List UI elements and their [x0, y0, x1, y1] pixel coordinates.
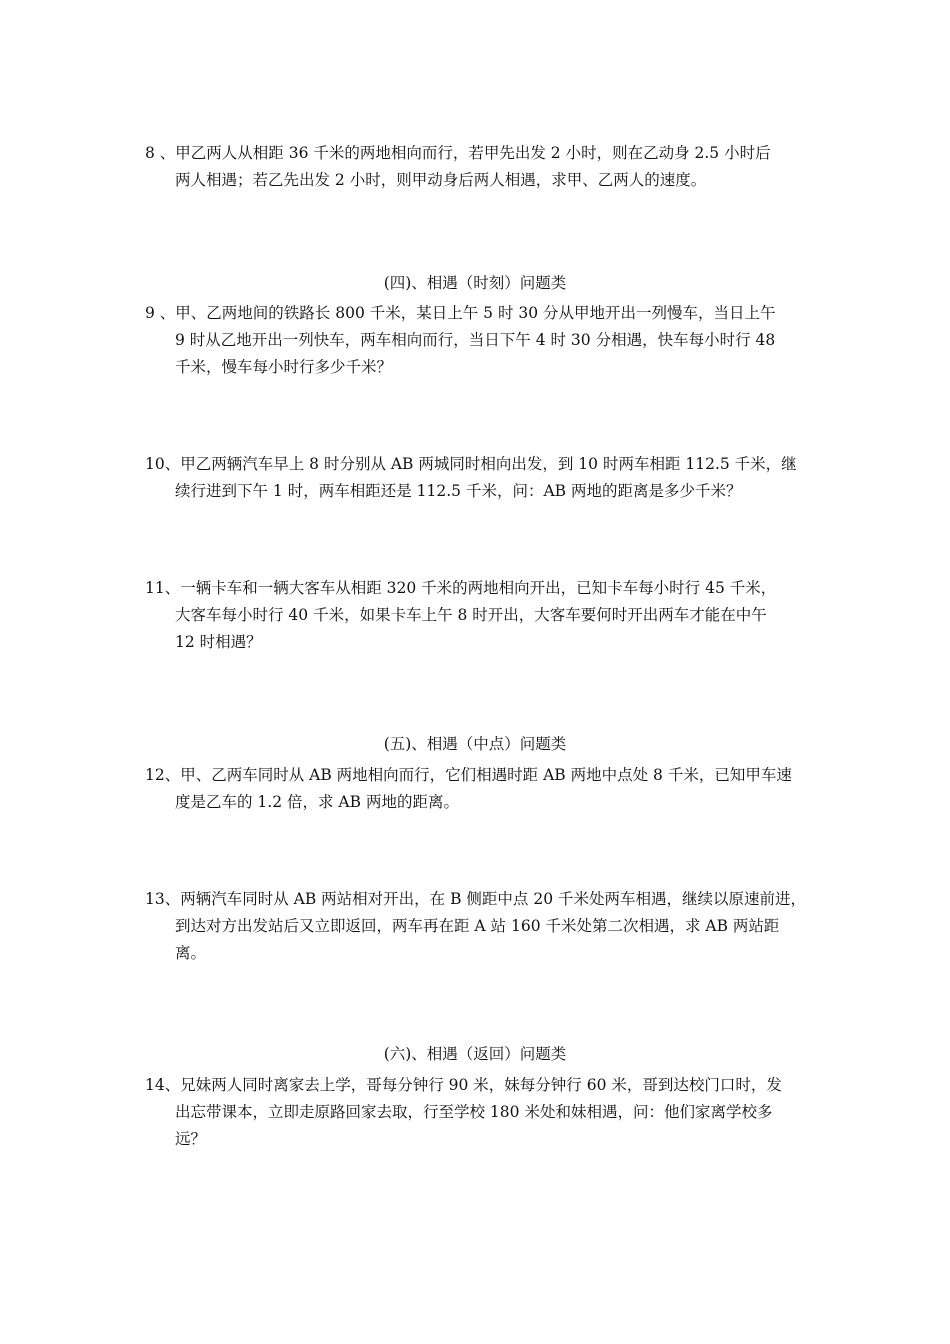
- problem-line: 9 、甲、乙两地间的铁路长 800 千米，某日上午 5 时 30 分从甲地开出一列慢车，当日上午: [145, 304, 776, 322]
- problem-line: 11、一辆卡车和一辆大客车从相距 320 千米的两地相向开出，已知卡车每小时行 45 千米，: [145, 579, 777, 597]
- problem-line: 千米，慢车每小时行多少千米？: [175, 358, 393, 376]
- problem-line: 到达对方出发站后又立即返回，两车再在距 A 站 160 千米处第二次相遇，求 AB 两站距: [175, 917, 780, 935]
- problem-line: 出忘带课本，立即走原路回家去取，行至学校 180 米处和妹相遇，问：他们家离学校多: [175, 1103, 773, 1121]
- section-heading-5: (五)、相遇（中点）问题类: [383, 735, 567, 753]
- problem-line: 12、甲、乙两车同时从 AB 两地相向而行，它们相遇时距 AB 两地中点处 8 千米，已知甲车速: [145, 766, 792, 784]
- problem-line: 大客车每小时行 40 千米，如果卡车上午 8 时开出，大客车要何时开出两车才能在中午: [175, 606, 767, 624]
- problem-line: 13、两辆汽车同时从 AB 两站相对开出，在 B 侧距中点 20 千米处两车相遇，继续以原速前进，: [145, 890, 806, 908]
- section-heading-4: (四)、相遇（时刻）问题类: [383, 274, 567, 292]
- problem-line: 远？: [175, 1130, 207, 1148]
- problem-line: 离。: [175, 944, 207, 962]
- section-heading-6: (六)、相遇（返回）问题类: [383, 1045, 567, 1063]
- problem-line: 8 、甲乙两人从相距 36 千米的两地相向而行，若甲先出发 2 小时，则在乙动身 2.5 小时后: [145, 144, 771, 162]
- problem-line: 10、甲乙两辆汽车早上 8 时分别从 AB 两城同时相向出发，到 10 时两车相距 112.5 千米，继: [145, 455, 797, 473]
- problem-12: [145, 762, 815, 816]
- problem-8: [145, 140, 815, 194]
- problem-line: 度是乙车的 1.2 倍，求 AB 两地的距离。: [175, 793, 459, 811]
- problem-13: [145, 886, 815, 967]
- problem-line: 两人相遇；若乙先出发 2 小时，则甲动身后两人相遇，求甲、乙两人的速度。: [175, 171, 707, 189]
- problem-line: 9 时从乙地开出一列快车，两车相向而行，当日下午 4 时 30 分相遇，快车每小时行 48: [175, 331, 776, 349]
- problem-line: 续行进到下午 1 时，两车相距还是 112.5 千米，问：AB 两地的距离是多少千米？: [175, 482, 742, 500]
- problem-line: 12 时相遇？: [175, 633, 262, 651]
- problem-14: [145, 1072, 815, 1153]
- problem-9: [145, 300, 815, 381]
- problem-10: [145, 451, 815, 505]
- problem-line: 14、兄妹两人同时离家去上学，哥每分钟行 90 米，妹每分钟行 60 米，哥到达校门口时，发: [145, 1076, 782, 1094]
- problem-11: [145, 575, 815, 656]
